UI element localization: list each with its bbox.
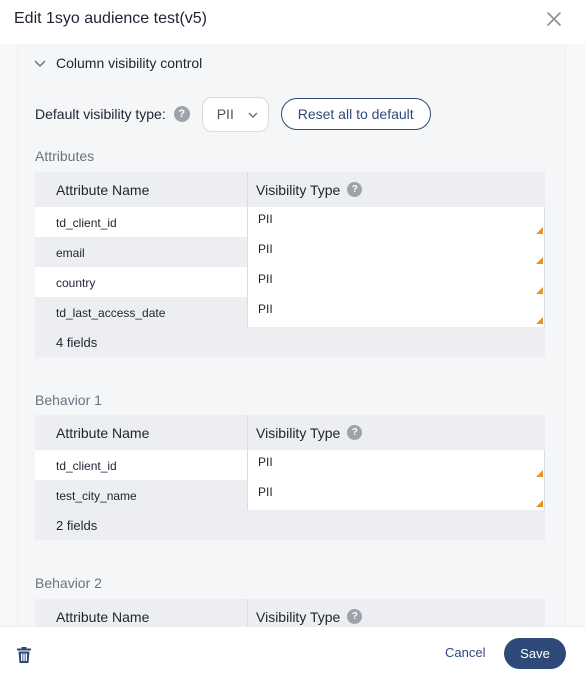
- chevron-down-icon: [247, 108, 259, 120]
- default-visibility-select[interactable]: [202, 97, 269, 132]
- table-footer: 4 fields: [35, 327, 545, 357]
- help-icon[interactable]: ?: [174, 106, 190, 122]
- section-toggle[interactable]: [33, 53, 202, 73]
- column-visibility-panel: [17, 46, 566, 626]
- table-row: [35, 237, 545, 267]
- table-footer: 2 fields: [35, 510, 545, 540]
- edit-indicator-icon: [536, 317, 543, 324]
- attribute-name-cell: td_client_id: [35, 450, 248, 480]
- table-row: [35, 480, 545, 510]
- column-header-visibility-label: Visibility Type: [256, 424, 341, 441]
- column-header-attribute-name: Attribute Name: [35, 172, 248, 207]
- help-icon[interactable]: ?: [347, 182, 362, 197]
- visibility-type-cell[interactable]: [248, 297, 545, 327]
- section-label: Column visibility control: [56, 55, 203, 71]
- column-header-visibility-type: [248, 415, 545, 450]
- default-visibility-value: PII: [216, 106, 234, 122]
- attributes-table: [35, 172, 545, 357]
- table-row: [35, 450, 545, 480]
- attribute-name-cell: test_city_name: [35, 480, 248, 510]
- edit-indicator-icon: [536, 227, 543, 234]
- visibility-type-cell[interactable]: [248, 207, 545, 237]
- cancel-button[interactable]: Cancel: [445, 645, 486, 660]
- behavior-2-table: [35, 599, 545, 626]
- table-header: [35, 415, 545, 450]
- column-header-visibility-type: [248, 599, 545, 626]
- default-visibility-label: Default visibility type:: [35, 106, 166, 122]
- dialog-body: [0, 44, 585, 626]
- attribute-name-cell: email: [35, 237, 248, 267]
- visibility-value: PII: [258, 485, 273, 499]
- attribute-name-cell: country: [35, 267, 248, 297]
- behavior-1-table: [35, 415, 545, 540]
- reset-all-button[interactable]: Reset all to default: [281, 98, 431, 130]
- visibility-type-cell[interactable]: [248, 450, 545, 480]
- attribute-name-cell: td_last_access_date: [35, 297, 248, 327]
- edit-indicator-icon: [536, 500, 543, 507]
- table-row: [35, 297, 545, 327]
- save-button[interactable]: Save: [504, 638, 566, 669]
- visibility-value: PII: [258, 242, 273, 256]
- group-title-behavior-2: Behavior 2: [35, 575, 102, 591]
- attribute-name-cell: td_client_id: [35, 207, 248, 237]
- column-header-visibility-type: [248, 172, 545, 207]
- table-header: [35, 599, 545, 626]
- group-title-attributes: Attributes: [35, 148, 95, 164]
- chevron-down-icon: [33, 56, 47, 70]
- help-icon[interactable]: ?: [347, 609, 362, 624]
- help-icon[interactable]: ?: [347, 425, 362, 440]
- table-row: [35, 207, 545, 237]
- visibility-type-cell[interactable]: [248, 480, 545, 510]
- visibility-type-cell[interactable]: [248, 237, 545, 267]
- column-header-visibility-label: Visibility Type: [256, 608, 341, 625]
- edit-indicator-icon: [536, 257, 543, 264]
- edit-indicator-icon: [536, 470, 543, 477]
- table-row: [35, 267, 545, 297]
- dialog-title: Edit 1syo audience test(v5): [14, 10, 207, 27]
- table-header: [35, 172, 545, 207]
- visibility-value: PII: [258, 455, 273, 469]
- default-visibility-row: [35, 96, 431, 132]
- close-icon[interactable]: [545, 10, 563, 28]
- dialog-footer: [0, 626, 585, 682]
- visibility-value: PII: [258, 302, 273, 316]
- dialog-header: [0, 0, 585, 44]
- column-header-attribute-name: Attribute Name: [35, 599, 248, 626]
- column-header-attribute-name: Attribute Name: [35, 415, 248, 450]
- visibility-value: PII: [258, 212, 273, 226]
- edit-indicator-icon: [536, 287, 543, 294]
- column-header-visibility-label: Visibility Type: [256, 181, 341, 198]
- visibility-type-cell[interactable]: [248, 267, 545, 297]
- visibility-value: PII: [258, 272, 273, 286]
- group-title-behavior-1: Behavior 1: [35, 392, 102, 408]
- trash-icon[interactable]: [15, 646, 33, 664]
